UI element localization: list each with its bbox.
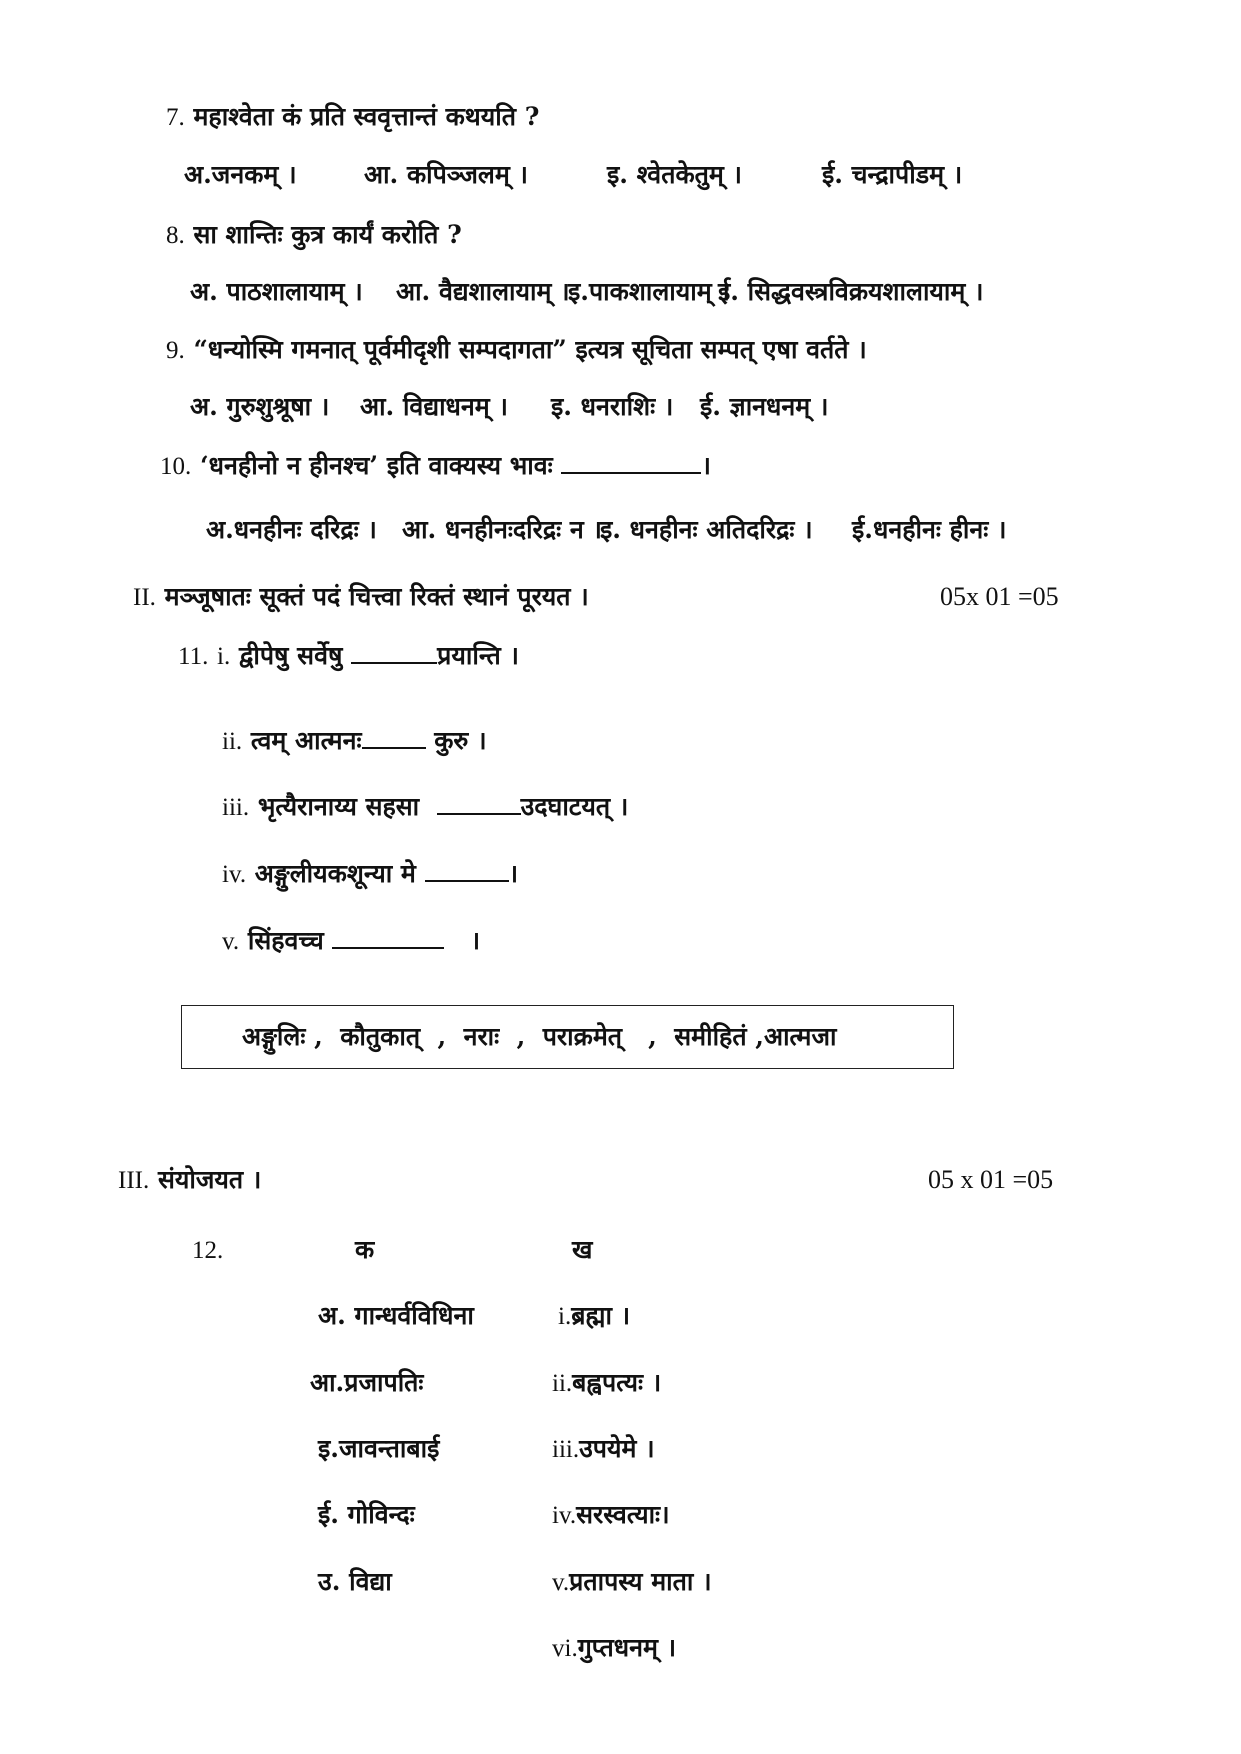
q10-option-a: अ.धनहीनः दरिद्रः । [206, 515, 377, 544]
item-text-before: अङ्गुलीयकशून्या मे [254, 859, 416, 888]
q11-item-2 [222, 723, 487, 759]
answer-blank [351, 638, 437, 664]
q7-option-i: इ. श्वेतकेतुम् । [607, 160, 743, 189]
match-right-item [552, 1498, 670, 1533]
q8-option-a: अ. पाठशालायाम् । [190, 277, 363, 306]
section-title: मञ्जूषातः सूक्तं पदं चित्त्वा रिक्तं स्थानं पूरयत । [164, 582, 589, 611]
q8-option-i: इ.पाकशालायाम् । [568, 277, 730, 306]
item-text-before: सिंहवच्च [247, 926, 324, 955]
q11-item-5 [222, 923, 480, 959]
q7-option-aa: आ. कपिञ्जलम् । [364, 160, 528, 189]
question-10 [160, 448, 711, 484]
item-text: उपयेमे । [579, 1434, 655, 1463]
match-right-item [558, 1299, 630, 1334]
danda: । [701, 451, 711, 480]
match-right-item [552, 1565, 712, 1600]
q11-item-3 [222, 789, 628, 825]
match-right-item [552, 1366, 661, 1401]
q11-item-1 [178, 638, 519, 674]
item-text-after: । [508, 859, 519, 888]
section-2-heading [133, 580, 589, 615]
q7-option-ii: ई. चन्द्रापीडम् । [822, 160, 963, 189]
item-text-before: त्वम् आत्मनः [250, 726, 362, 755]
word-box-words: अङ्गुलिः , कौतुकात् , नराः , पराक्रमेत् , समीहितं ,आत्मजा [242, 1022, 837, 1051]
item-text: प्रतापस्य माता । [569, 1567, 712, 1596]
match-left-item: अ. गान्धर्वविधिना [318, 1301, 474, 1330]
item-text: बह्वपत्यः । [572, 1368, 662, 1397]
q8-option-aa: आ. वैद्यशालायाम् । [396, 277, 570, 306]
section-number: III. [118, 1167, 150, 1194]
item-label: v. [552, 1569, 570, 1596]
q9-option-ii: ई. ज्ञानधनम् । [700, 392, 829, 421]
match-left-item: इ.जावन्ताबाई [318, 1434, 440, 1463]
item-text: सरस्वत्याः। [576, 1500, 670, 1529]
item-text-after: उदघाटयत् । [520, 792, 629, 821]
item-text-after: कुरु । [434, 726, 487, 755]
question-7 [166, 100, 539, 135]
q10-option-i: इ. धनहीनः अतिदरिद्रः । [600, 515, 813, 544]
item-label: iv. [552, 1502, 577, 1529]
item-text-before: भृत्यैरानाय्य सहसा [257, 792, 420, 821]
section-3-marks: 05 x 01 =05 [928, 1165, 1054, 1194]
question-text: “धन्योस्मि गमनात् पूर्वमीदृशी सम्पदागता” इत्यत्र सूचिता सम्पत् एषा वर्तते । [193, 335, 867, 364]
question-number: 7. [166, 104, 185, 131]
match-left-item: आ.प्रजापतिः [310, 1368, 424, 1397]
item-label: ii. [222, 728, 243, 755]
item-label: i. [558, 1303, 572, 1330]
q10-option-ii: ई.धनहीनः हीनः । [852, 515, 1007, 544]
match-left-item: ई. गोविन्दः [318, 1500, 415, 1529]
section-3-heading [118, 1163, 261, 1198]
item-label: vi. [552, 1635, 578, 1662]
question-number: 10. [160, 453, 192, 480]
question-8 [166, 218, 462, 253]
question-text: ‘धनहीनो न हीनश्च’ इति वाक्यस्य भावः [199, 451, 553, 480]
question-number: 12. [192, 1237, 224, 1264]
q7-option-a: अ.जनकम् । [184, 160, 297, 189]
question-12-number [192, 1233, 223, 1268]
q9-option-i: इ. धनराशिः । [551, 392, 674, 421]
column-kha-heading: ख [572, 1235, 593, 1264]
section-number: II. [133, 584, 156, 611]
match-left-item: उ. विद्या [318, 1567, 392, 1596]
item-text: गुप्तधनम् । [577, 1633, 677, 1662]
section-title: संयोजयत । [157, 1165, 262, 1194]
answer-blank [425, 856, 509, 882]
word-box [181, 1005, 954, 1069]
q8-option-ii: ई. सिद्धवस्त्रविक्रयशालायाम् । [718, 277, 984, 306]
item-label: ii. [552, 1370, 573, 1397]
q9-option-a: अ. गुरुशुश्रूषा । [190, 392, 330, 421]
q9-option-aa: आ. विद्याधनम् । [360, 392, 508, 421]
question-text: सा शान्तिः कुत्र कार्यं करोति ? [193, 220, 462, 249]
item-text-before: द्वीपेषु सर्वेषु [238, 641, 343, 670]
section-2-marks: 05x 01 =05 [940, 582, 1059, 611]
item-label: iv. [222, 861, 247, 888]
q10-option-aa: आ. धनहीनःदरिद्रः न । [402, 515, 602, 544]
column-ka-heading: क [355, 1235, 375, 1264]
answer-blank [332, 923, 444, 949]
item-label: iii. [552, 1436, 580, 1463]
item-text-after: प्रयान्ति । [437, 641, 519, 670]
q11-item-4 [222, 856, 518, 892]
question-number: 9. [166, 337, 185, 364]
match-right-item [552, 1432, 655, 1467]
item-text: ब्रह्मा । [571, 1301, 631, 1330]
answer-blank [437, 789, 521, 815]
answer-blank [561, 448, 701, 474]
question-number: 8. [166, 222, 185, 249]
item-label: iii. [222, 794, 250, 821]
item-text-after: । [470, 926, 481, 955]
item-label: i. [217, 643, 231, 670]
match-right-item [552, 1631, 676, 1666]
question-number: 11. [178, 643, 209, 670]
item-label: v. [222, 928, 240, 955]
question-9 [166, 333, 867, 368]
answer-blank [362, 723, 426, 749]
question-text: महाश्वेता कं प्रति स्ववृत्तान्तं कथयति ? [193, 102, 540, 131]
